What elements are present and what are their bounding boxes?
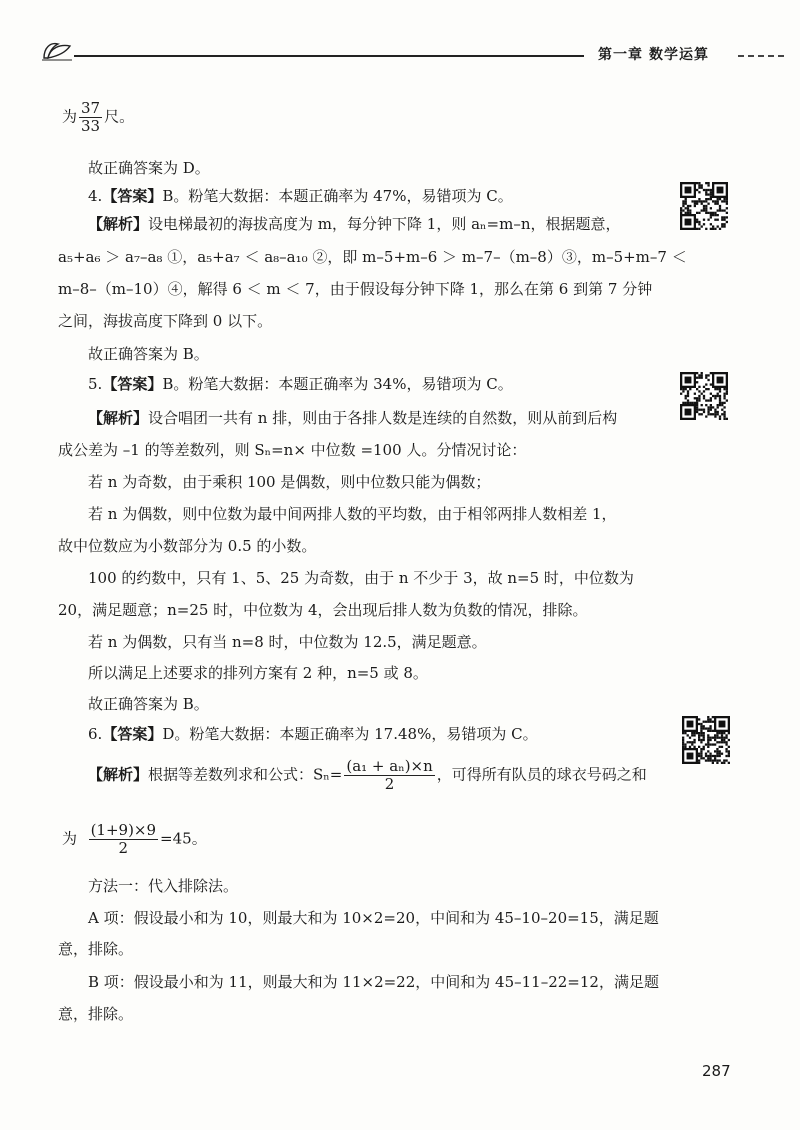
fraction: $\frac{(1+9)\times 9}{2}$ <box>90 821 157 857</box>
analysis-line: 100 的约数中，只有 1、5、25 为奇数，由于 n 不少于 3，故 n=5 时，中位数为 <box>88 569 634 587</box>
answer-line: 故正确答案为 B。 <box>88 695 209 713</box>
chapter-label: 第一章 <box>598 47 643 63</box>
answer-heading: 4.【答案】B。粉笔大数据：本题正确率为 47%，易错项为 C。 <box>88 187 513 205</box>
page-header <box>592 44 709 64</box>
leaf-sprout-icon <box>40 38 74 62</box>
analysis-line: 【解析】根据等差数列求和公式：Sₙ= $\frac{\text{(a₁ + aₙ)×n}}{2}$ ，可得所有队员的球衣号码之和 <box>88 757 647 793</box>
answer-line: 故正确答案为 B。 <box>88 345 209 363</box>
analysis-line: 方法一：代入排除法。 <box>88 877 239 895</box>
analysis-line: 【解析】设电梯最初的海拔高度为 m，每分钟下降 1，则 aₙ=m–n，根据题意， <box>88 215 621 233</box>
header-rule <box>74 55 584 57</box>
fraction: $\frac{\text{(a₁ + aₙ)×n}}{2}$ <box>346 757 433 793</box>
analysis-line: 若 n 为偶数，则中位数为最中间两排人数的平均数，由于相邻两排人数相差 1， <box>88 505 617 523</box>
analysis-line: m–8–（m–10）④，解得 6 ＜ m ＜ 7，由于假设每分钟下降 1，那么在第 6 到第 7 分钟 <box>58 280 653 298</box>
analysis-line: 20，满足题意；n=25 时，中位数为 4，会出现后排人数为负数的情况，排除。 <box>58 601 588 619</box>
analysis-line: 意，排除。 <box>58 1005 134 1023</box>
analysis-line: 若 n 为奇数，由于乘积 100 是偶数，则中位数只能为偶数； <box>88 473 491 491</box>
analysis-line: 成公差为 –1 的等差数列，则 Sₙ=n× 中位数 =100 人。分情况讨论： <box>58 441 527 459</box>
analysis-line: 【解析】设合唱团一共有 n 排，则由于各排人数是连续的自然数，则从前到后构 <box>88 409 618 427</box>
text-line: 为 $\frac{37}{33}$ 尺。 <box>62 99 135 135</box>
analysis-line: 所以满足上述要求的排列方案有 2 种，n=5 或 8。 <box>88 664 428 682</box>
analysis-line: B 项：假设最小和为 11，则最大和为 11×2=22，中间和为 45–11–22=12，满足题 <box>88 973 659 991</box>
analysis-line: a₅+a₆ ＞ a₇–a₈ ①，a₅+a₇ ＜ a₈–a₁₀ ②，即 m–5+m–6 ＞ m–7–（m–8）③，m–5+m–7 ＜ <box>58 248 687 266</box>
answer-heading: 6.【答案】D。粉笔大数据：本题正确率为 17.48%，易错项为 C。 <box>88 725 538 743</box>
header-dash <box>738 55 784 57</box>
qr-code-icon[interactable] <box>680 182 728 230</box>
answer-line: 故正确答案为 D。 <box>88 159 210 177</box>
analysis-line: 若 n 为偶数，只有当 n=8 时，中位数为 12.5，满足题意。 <box>88 633 487 651</box>
analysis-line: 故中位数应为小数部分为 0.5 的小数。 <box>58 537 317 555</box>
analysis-line: 为 $\frac{(1+9)\times 9}{2}$ =45。 <box>62 821 207 857</box>
answer-heading: 5.【答案】B。粉笔大数据：本题正确率为 34%，易错项为 C。 <box>88 375 513 393</box>
qr-code-icon[interactable] <box>680 372 728 420</box>
fraction: $\frac{37}{33}$ <box>81 99 101 135</box>
qr-code-icon[interactable] <box>682 716 730 764</box>
analysis-line: A 项：假设最小和为 10，则最大和为 10×2=20，中间和为 45–10–20=15，满足题 <box>88 909 659 927</box>
analysis-line: 意，排除。 <box>58 940 134 958</box>
page-number: 287 <box>702 1062 731 1080</box>
analysis-line: 之间，海拔高度下降到 0 以下。 <box>58 312 273 330</box>
chapter-title: 数学运算 <box>649 47 709 63</box>
